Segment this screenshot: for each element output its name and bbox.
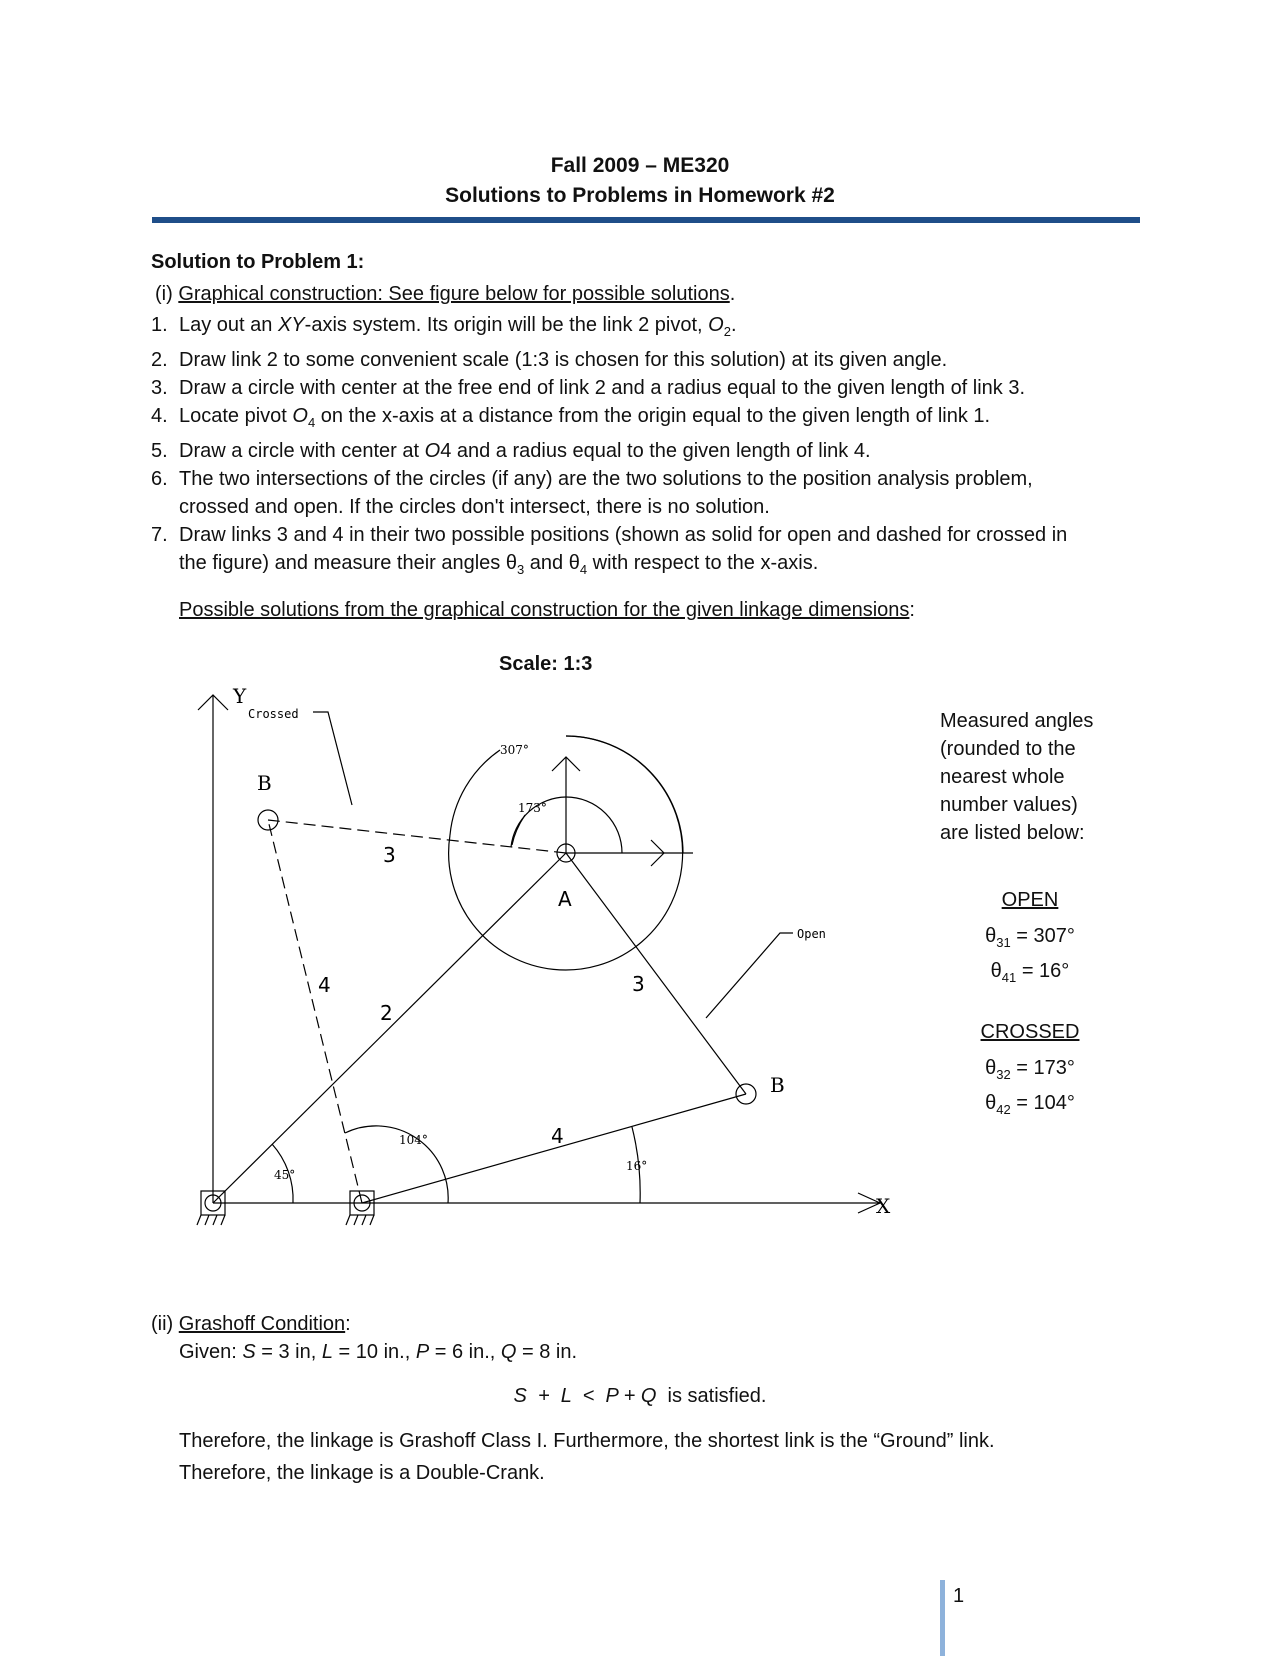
theta-42-value: $\theta_{42} = 104^\circ$ (985, 1092, 1075, 1117)
link-2 (213, 853, 566, 1203)
point-A-label: A (558, 887, 572, 911)
crossed-label: Crossed (248, 707, 299, 721)
part-i-prefix: (i) (155, 283, 179, 305)
x-axis-label: X (876, 1194, 891, 1218)
open-heading: OPEN (1001, 889, 1059, 911)
open-label: Open (797, 927, 826, 941)
y-axis-label: Y (233, 684, 247, 708)
theta-41-value: $\theta_{41} = 16^\circ$ (990, 960, 1070, 985)
crossed-leader (313, 712, 352, 805)
link-3-crossed (268, 820, 566, 853)
document-title: Solutions to Problems in Homework #2 (445, 184, 835, 207)
conclusion-line-1: Therefore, the linkage is Grashoff Class I. Furthermore, the shortest link is the “Ground” link. (179, 1430, 995, 1452)
link-4-crossed (268, 820, 362, 1203)
scale-label: Scale: 1:3 (499, 653, 593, 675)
step-item: 1. Lay out an XY-axis system. Its origin will be the link 2 pivot, $O_2$. (151, 314, 737, 339)
theta-32-value: $\theta_{32} = 173^\circ$ (985, 1057, 1075, 1082)
possible-solutions-caption: Possible solutions from the graphical construction for the given linkage dimensions: (179, 599, 915, 621)
part-i-title: Graphical construction: See figure below for possible solutions (178, 283, 730, 305)
link-3-open (566, 853, 746, 1094)
link-3-crossed-label: 3 (383, 843, 396, 867)
step-item: 4. Locate pivot $O_4$ on the x-axis at a distance from the origin equal to the given length of link 1. (151, 405, 991, 430)
document-course-title: Fall 2009 – ME320 (550, 154, 730, 177)
part-ii-heading: (ii) Grashoff Condition: (151, 1313, 351, 1335)
point-B-open-label: B (770, 1073, 785, 1097)
angle-label-307: 307° (500, 743, 529, 757)
conclusion-line-2: Therefore, the linkage is a Double-Crank. (179, 1462, 545, 1484)
theta-31-value: $\theta_{31} = 307^\circ$ (985, 925, 1075, 950)
point-B-crossed-label: B (257, 771, 272, 795)
footer-page-bar (940, 1580, 945, 1656)
step-item: 7. Draw links 3 and 4 in their two possible positions (shown as solid for open and dashed for crossed in the figure) and measure their angles $\theta_3$ and $\theta_4$ with respect to the x-axis. (151, 524, 1068, 577)
link-4-open-label: 4 (551, 1124, 564, 1148)
section-heading-problem-1: Solution to Problem 1: (151, 251, 365, 273)
step-item: 6. The two intersections of the circles (if any) are the two solutions to the position analysis problem, crossed and open. If the circles don't intersect, there is no solution. (151, 468, 1033, 518)
crossed-results (940, 1018, 1120, 1124)
angle-label-104: 104° (399, 1133, 428, 1147)
part-i-suffix: . (729, 283, 736, 305)
page-number: 1 (953, 1585, 965, 1607)
link-4-crossed-label: 4 (318, 973, 331, 997)
angle-label-45: 45° (274, 1168, 296, 1182)
link-2-label: 2 (380, 1001, 393, 1025)
link-3-open-label: 3 (632, 972, 645, 996)
open-leader (706, 933, 793, 1018)
grashoff-inequality: S + L < P + Q is satisfied. (513, 1385, 767, 1407)
angle-arc-307 (566, 736, 683, 853)
link-4-open (362, 1094, 746, 1203)
given-values: Given: S = 3 in, L = 10 in., P = 6 in., Q = 8 in. (179, 1341, 578, 1363)
step-item: 5. Draw a circle with center at O4 and a radius equal to the given length of link 4. (151, 440, 871, 462)
angle-label-173: 173° (518, 801, 547, 815)
step-item: 2. Draw link 2 to some convenient scale (1:3 is chosen for this solution) at its given angle. (151, 349, 948, 371)
angle-label-16: 16° (626, 1159, 648, 1173)
measured-angles-intro: Measured angles (rounded to the nearest whole number values) are listed below: (940, 710, 1094, 844)
open-results (940, 886, 1120, 992)
crossed-heading: CROSSED (980, 1021, 1080, 1043)
step-item: 3. Draw a circle with center at the free end of link 2 and a radius equal to the given length of link 3. (151, 377, 1026, 399)
